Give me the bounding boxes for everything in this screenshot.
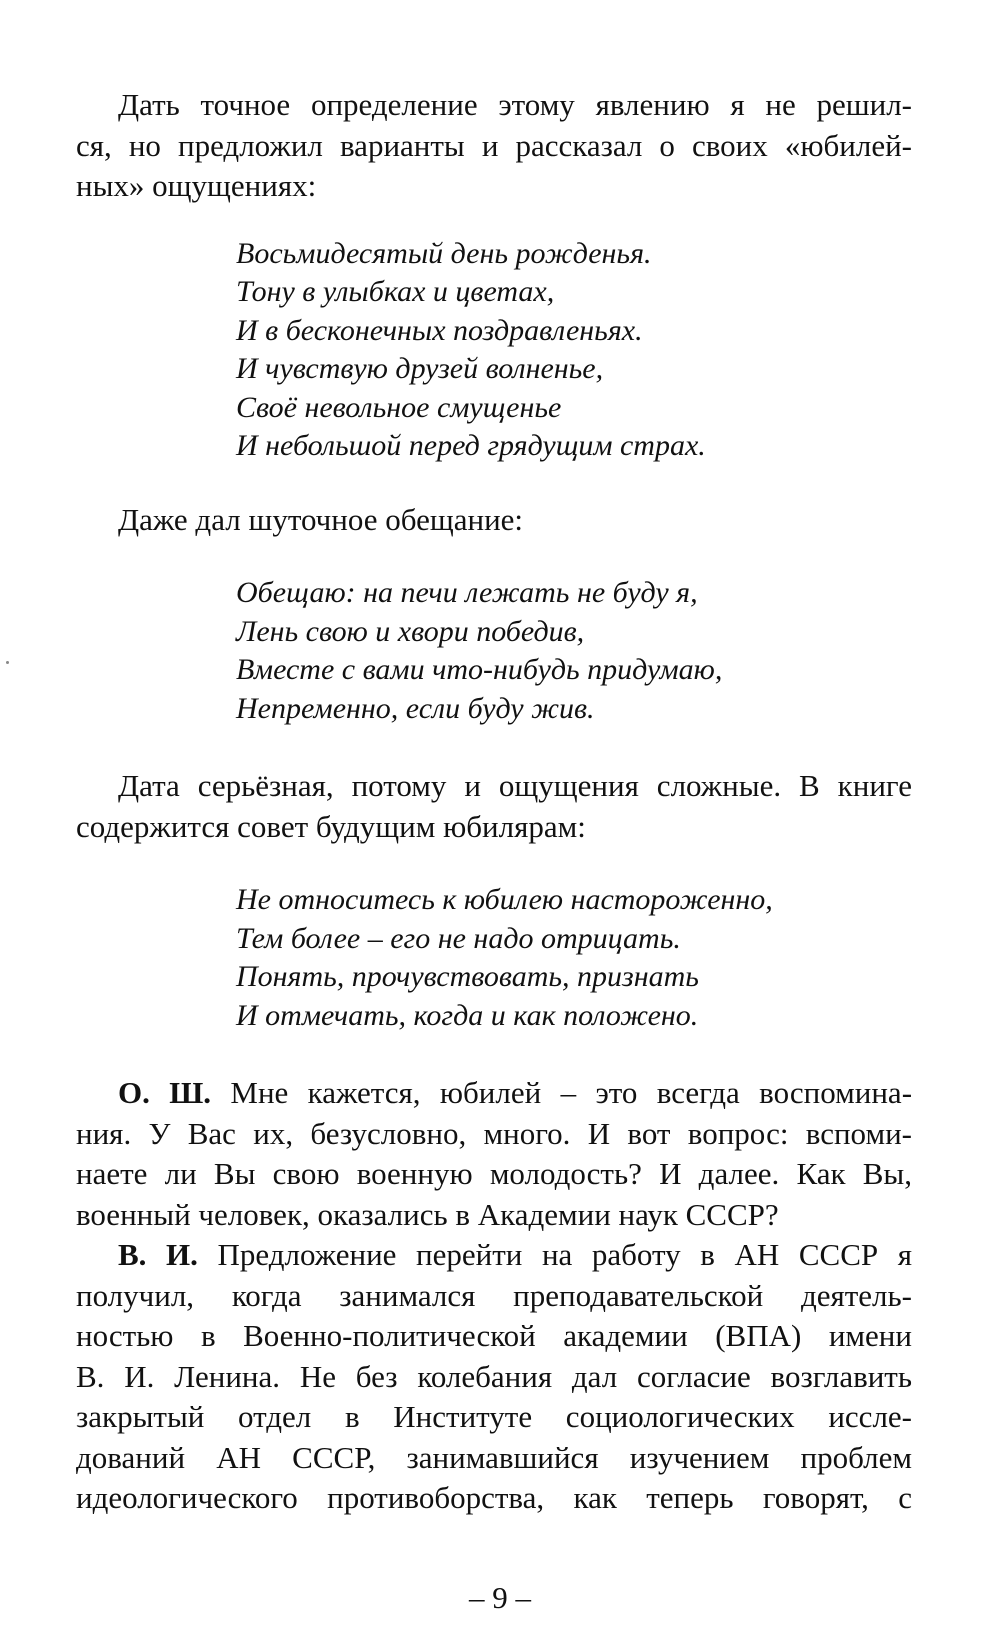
paragraph-advice-intro xyxy=(76,766,912,847)
verse-line: Не относитесь к юбилею настороженно, xyxy=(236,883,773,916)
text-line: Дать точное определение этому явлению я не решил- xyxy=(118,87,912,122)
text-line: ся, но предложил варианты и рассказал о своих «юбилей- xyxy=(76,127,912,163)
speaker-initials-os: О. Ш. xyxy=(118,1075,212,1110)
verse-line: Непременно, если буду жив. xyxy=(236,691,595,725)
text-line: наете ли Вы свою военную молодость? И далее. Как Вы, xyxy=(76,1156,912,1191)
text-line: дований АН СССР, занимавшийся изучением проблем xyxy=(76,1439,912,1475)
paragraph-promise-intro xyxy=(76,500,912,541)
verse-birthday xyxy=(76,235,912,466)
text-line: ностью в Военно-политической академии (ВПА) имени xyxy=(76,1318,912,1353)
verse-line: Тону в улыбках и цветах, xyxy=(236,275,555,308)
text-line: содержится совет будущим юбилярам: xyxy=(76,808,586,844)
book-page-body xyxy=(76,85,912,1519)
page-number: – 9 – xyxy=(469,1580,531,1615)
verse-line: Лень свою и хвори победив, xyxy=(236,614,585,648)
text-line xyxy=(76,1073,912,1114)
verse-line: И чувствую друзей волненье, xyxy=(236,352,604,385)
verse-line: И в бесконечных поздравленьях. xyxy=(236,313,643,347)
verse-line: И отмечать, когда и как положено. xyxy=(236,998,699,1032)
dialogue-text: Мне кажется, юбилей – это всегда воспомина- xyxy=(230,1075,913,1110)
dialogue-text: Предложение перейти на работу в АН СССР я xyxy=(217,1237,912,1272)
verse-line: Своё невольное смущенье xyxy=(236,390,562,424)
verse-line: Тем более – его не надо отрицать. xyxy=(236,921,681,955)
verse-line: И небольшой перед грядущим страх. xyxy=(236,429,706,462)
text-line: Даже дал шуточное обещание: xyxy=(118,501,524,537)
dialogue-answer xyxy=(76,1235,912,1519)
text-line: получил, когда занимался преподавательской деятель- xyxy=(76,1277,912,1313)
verse-line: Понять, прочувствовать, признать xyxy=(236,960,699,993)
text-line xyxy=(76,1235,912,1276)
paragraph-intro xyxy=(76,85,912,207)
text-line: идеологического противоборства, как теперь говорят, с xyxy=(76,1480,912,1515)
verse-promise xyxy=(76,574,912,728)
verse-line: Обещаю: на печи лежать не буду я, xyxy=(236,576,698,609)
scan-artifact-dot xyxy=(6,661,9,664)
text-line: Дата серьёзная, потому и ощущения сложные. В книге xyxy=(118,768,912,803)
text-line: военный человек, оказались в Академии наук СССР? xyxy=(76,1196,779,1232)
verse-advice xyxy=(76,881,912,1035)
verse-line: Восьмидесятый день рожденья. xyxy=(236,236,652,270)
speaker-initials-vi: В. И. xyxy=(118,1237,198,1272)
text-line: ния. У Вас их, безусловно, много. И вот вопрос: вспоми- xyxy=(76,1115,912,1151)
text-line: ных» ощущениях: xyxy=(76,168,317,203)
text-line: закрытый отдел в Институте социологических иссле- xyxy=(76,1399,912,1434)
verse-line: Вместе с вами что-нибудь придумаю, xyxy=(236,653,723,686)
text-line: В. И. Ленина. Не без колебания дал согласие возглавить xyxy=(76,1358,912,1394)
dialogue-question xyxy=(76,1073,912,1235)
